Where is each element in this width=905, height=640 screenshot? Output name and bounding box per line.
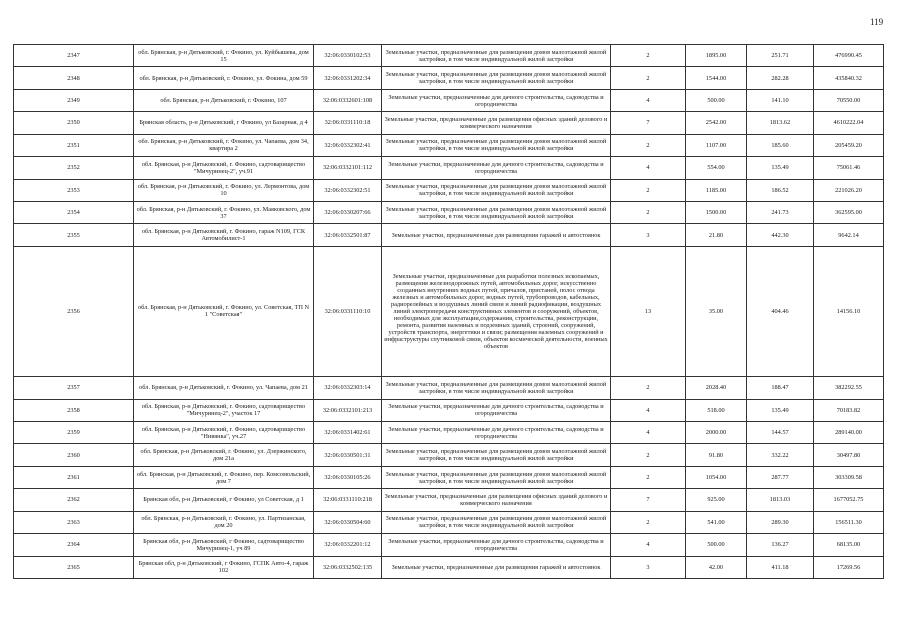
table-row: [14, 534, 884, 556]
address-cell: Брянская область, р-н Дятьковский, г Фокино, ул Базарная, д 4: [134, 112, 314, 134]
cadastral-value-cell: 303309.58: [814, 466, 884, 488]
land-use-cell: Земельные участки, предназначенные для дачного строительства, садоводства и огородничества: [382, 534, 611, 556]
land-use-cell: Земельные участки, предназначенные для размещения домов малоэтажной жилой застройки, в том числе индивидуальной жилой застройки: [382, 444, 611, 466]
row-number-cell: 2353: [14, 179, 134, 201]
area-cell: 1895.00: [686, 45, 747, 67]
address-cell: обл. Брянская, р-н Дятьковский, г. Фокино, ул. Фокина, дом 59: [134, 67, 314, 89]
area-cell: 2542.00: [686, 112, 747, 134]
group-cell: 3: [611, 556, 686, 578]
area-cell: 1544.00: [686, 67, 747, 89]
group-cell: 2: [611, 444, 686, 466]
land-use-cell: Земельные участки, предназначенные для размещения домов малоэтажной жилой застройки, в том числе индивидуальной жилой застройки: [382, 466, 611, 488]
cadastral-value-cell: 9642.14: [814, 224, 884, 246]
unit-value-cell: 287.77: [747, 466, 814, 488]
land-use-cell: Земельные участки, предназначенные для размещения гаражей и автостоянок: [382, 556, 611, 578]
cadastral-number-cell: 32:06:0330504:60: [314, 511, 382, 533]
row-number-cell: 2363: [14, 511, 134, 533]
group-cell: 2: [611, 179, 686, 201]
row-number-cell: 2347: [14, 45, 134, 67]
unit-value-cell: 411.18: [747, 556, 814, 578]
address-cell: обл. Брянская, р-н Дятьковский, г. Фокино, ул. Куйбышева, дом 15: [134, 45, 314, 67]
unit-value-cell: 282.28: [747, 67, 814, 89]
unit-value-cell: 135.49: [747, 157, 814, 179]
land-use-cell: Земельные участки, предназначенные для размещения домов малоэтажной жилой застройки, в том числе индивидуальной жилой застройки: [382, 201, 611, 223]
land-use-cell: Земельные участки, предназначенные для разработки полезных ископаемых, размещения железнодорожных путей, автомобильных дорог, искусственно созданных внутренних водных путей, причалов, пристаней, полос отвода железных и автомобильных дорог, водных путей, трубопроводов, кабельных, радиорелейных и воздушных линий связи и линий радиофикации, воздушных линий электропередачи конструктивных элементов и сооружений, объектов, необходимых для эксплуатации,содержания, строительства, реконструкции, ремонта, развития наземных и подземных зданий, строений, сооружений, устройств транспорта, энергетики и связи; размещения наземных сооружений и инфраструктуры спутниковой связи, объектов космической деятельности, военных объектов: [382, 246, 611, 376]
area-cell: 1107.00: [686, 134, 747, 156]
table-row: [14, 246, 884, 376]
table-body: [14, 45, 884, 579]
land-use-cell: Земельные участки, предназначенные для размещения домов малоэтажной жилой застройки, в том числе индивидуальной жилой застройки: [382, 45, 611, 67]
cadastral-number-cell: 32:06:0332302:51: [314, 179, 382, 201]
address-cell: обл. Брянская, р-н Дятьковский, г. Фокино, ул. Маяковского, дом 37: [134, 201, 314, 223]
cadastral-value-cell: 156511.30: [814, 511, 884, 533]
group-cell: 7: [611, 112, 686, 134]
cadastral-value-cell: 70183.82: [814, 399, 884, 421]
address-cell: обл. Брянская, р-н Дятьковский, г. Фокино, садтоварищество "Нивянка", уч.27: [134, 422, 314, 444]
cadastral-value-cell: 289140.00: [814, 422, 884, 444]
cadastral-number-cell: 32:06:0331110:10: [314, 246, 382, 376]
area-cell: 541.00: [686, 511, 747, 533]
row-number-cell: 2354: [14, 201, 134, 223]
area-cell: 21.80: [686, 224, 747, 246]
cadastral-value-cell: 1677052.75: [814, 489, 884, 511]
land-use-cell: Земельные участки, предназначенные для размещения офисных зданий делового и коммерческого назначения: [382, 489, 611, 511]
unit-value-cell: 185.60: [747, 134, 814, 156]
unit-value-cell: 1813.62: [747, 112, 814, 134]
table-row: [14, 179, 884, 201]
area-cell: 500.00: [686, 534, 747, 556]
land-use-cell: Земельные участки, предназначенные для размещения домов малоэтажной жилой застройки, в том числе индивидуальной жилой застройки: [382, 511, 611, 533]
group-cell: 4: [611, 534, 686, 556]
table-row: [14, 511, 884, 533]
group-cell: 3: [611, 224, 686, 246]
cadastral-number-cell: 32:06:0332303:14: [314, 377, 382, 399]
group-cell: 2: [611, 201, 686, 223]
address-cell: обл. Брянская, р-н Дятьковский, г. Фокино, ул. Чапаева, дом 21: [134, 377, 314, 399]
table-row: [14, 444, 884, 466]
cadastral-value-cell: 68135.00: [814, 534, 884, 556]
group-cell: 2: [611, 377, 686, 399]
cadastral-value-cell: 476990.45: [814, 45, 884, 67]
page-number: 119: [870, 17, 884, 27]
cadastral-number-cell: 32:06:0330501:31: [314, 444, 382, 466]
address-cell: обл. Брянская, р-н Дятьковский, г. Фокино, пер. Комсомольский, дом 7: [134, 466, 314, 488]
cadastral-value-cell: 14156.10: [814, 246, 884, 376]
address-cell: обл. Брянская, р-н Дятьковский, г. Фокино, ул. Лермонтова, дом 10: [134, 179, 314, 201]
row-number-cell: 2364: [14, 534, 134, 556]
table-row: [14, 224, 884, 246]
cadastral-value-cell: 205459.20: [814, 134, 884, 156]
cadastral-number-cell: 32:06:0332101:112: [314, 157, 382, 179]
unit-value-cell: 141.10: [747, 89, 814, 111]
land-use-cell: Земельные участки, предназначенные для дачного строительства, садоводства и огородничества: [382, 399, 611, 421]
table-row: [14, 422, 884, 444]
group-cell: 4: [611, 89, 686, 111]
cadastral-value-cell: 362595.00: [814, 201, 884, 223]
unit-value-cell: 404.46: [747, 246, 814, 376]
row-number-cell: 2349: [14, 89, 134, 111]
table-row: [14, 134, 884, 156]
unit-value-cell: 241.73: [747, 201, 814, 223]
cadastral-value-cell: 4610222.04: [814, 112, 884, 134]
table-row: [14, 399, 884, 421]
group-cell: 4: [611, 399, 686, 421]
unit-value-cell: 136.27: [747, 534, 814, 556]
cadastral-number-cell: 32:06:0330207:66: [314, 201, 382, 223]
cadastral-number-cell: 32:06:0332101:213: [314, 399, 382, 421]
cadastral-value-table: [13, 44, 884, 579]
group-cell: 2: [611, 511, 686, 533]
cadastral-number-cell: 32:06:0332502:135: [314, 556, 382, 578]
cadastral-number-cell: 32:06:0330105:26: [314, 466, 382, 488]
cadastral-number-cell: 32:06:0330102:53: [314, 45, 382, 67]
address-cell: обл. Брянская, р-н Дятьковский, г. Фокино, 107: [134, 89, 314, 111]
area-cell: 42.00: [686, 556, 747, 578]
address-cell: Брянская обл, р-н Дятьковский, г Фокино, ул Советская, д 1: [134, 489, 314, 511]
cadastral-number-cell: 32:06:0332501:87: [314, 224, 382, 246]
area-cell: 554.00: [686, 157, 747, 179]
land-use-cell: Земельные участки, предназначенные для размещения домов малоэтажной жилой застройки, в том числе индивидуальной жилой застройки: [382, 134, 611, 156]
area-cell: 2000.00: [686, 422, 747, 444]
group-cell: 2: [611, 134, 686, 156]
unit-value-cell: 442.30: [747, 224, 814, 246]
group-cell: 2: [611, 45, 686, 67]
row-number-cell: 2355: [14, 224, 134, 246]
address-cell: обл. Брянская, р-н Дятьковский, г. Фокино, садтоварищество "Мичуринец-2", уч.91: [134, 157, 314, 179]
cadastral-value-cell: 70550.00: [814, 89, 884, 111]
cadastral-number-cell: 32:06:0331110:18: [314, 112, 382, 134]
area-cell: 1054.00: [686, 466, 747, 488]
group-cell: 7: [611, 489, 686, 511]
address-cell: Брянская обл, р-н Дятьковский, г Фокино, ГСПК Авто-4, гараж 102: [134, 556, 314, 578]
cadastral-number-cell: 32:06:0331202:34: [314, 67, 382, 89]
row-number-cell: 2357: [14, 377, 134, 399]
cadastral-value-cell: 221026.20: [814, 179, 884, 201]
table-row: [14, 89, 884, 111]
group-cell: 4: [611, 422, 686, 444]
area-cell: 1500.00: [686, 201, 747, 223]
cadastral-number-cell: 32:06:0331402:61: [314, 422, 382, 444]
cadastral-value-cell: 17269.56: [814, 556, 884, 578]
address-cell: обл. Брянская, р-н Дятьковский, г. Фокино, ул. Советская, ТП N 1 "Советская": [134, 246, 314, 376]
land-use-cell: Земельные участки, предназначенные для размещения домов малоэтажной жилой застройки, в том числе индивидуальной жилой застройки: [382, 179, 611, 201]
land-use-cell: Земельные участки, предназначенные для размещения офисных зданий делового и коммерческого назначения: [382, 112, 611, 134]
cadastral-value-cell: 435840.32: [814, 67, 884, 89]
table-row: [14, 466, 884, 488]
row-number-cell: 2362: [14, 489, 134, 511]
address-cell: обл. Брянская, р-н Дятьковский, г. Фокино, ул. Дзержинского, дом 21а: [134, 444, 314, 466]
table-row: [14, 157, 884, 179]
row-number-cell: 2351: [14, 134, 134, 156]
table-row: [14, 377, 884, 399]
row-number-cell: 2348: [14, 67, 134, 89]
row-number-cell: 2352: [14, 157, 134, 179]
land-use-cell: Земельные участки, предназначенные для размещения домов малоэтажной жилой застройки, в том числе индивидуальной жилой застройки: [382, 67, 611, 89]
row-number-cell: 2358: [14, 399, 134, 421]
unit-value-cell: 1813.03: [747, 489, 814, 511]
land-use-cell: Земельные участки, предназначенные для размещения гаражей и автостоянок: [382, 224, 611, 246]
row-number-cell: 2360: [14, 444, 134, 466]
table-row: [14, 67, 884, 89]
land-use-cell: Земельные участки, предназначенные для дачного строительства, садоводства и огородничества: [382, 89, 611, 111]
address-cell: Брянская обл, р-н Дятьковский, г Фокино, садтоварищество Мичуринец-1, уч 89: [134, 534, 314, 556]
address-cell: обл. Брянская, р-н Дятьковский, г. Фокино, ул. Чапаева, дом 34, квартира 2: [134, 134, 314, 156]
unit-value-cell: 186.52: [747, 179, 814, 201]
cadastral-number-cell: 32:06:0331110:218: [314, 489, 382, 511]
table-row: [14, 112, 884, 134]
table-row: [14, 489, 884, 511]
cadastral-value-cell: 75061.46: [814, 157, 884, 179]
land-use-cell: Земельные участки, предназначенные для дачного строительства, садоводства и огородничества: [382, 422, 611, 444]
unit-value-cell: 251.71: [747, 45, 814, 67]
group-cell: 2: [611, 466, 686, 488]
area-cell: 91.80: [686, 444, 747, 466]
unit-value-cell: 332.22: [747, 444, 814, 466]
table-row: [14, 201, 884, 223]
group-cell: 13: [611, 246, 686, 376]
table-row: [14, 556, 884, 578]
row-number-cell: 2356: [14, 246, 134, 376]
cadastral-value-cell: 30497.80: [814, 444, 884, 466]
area-cell: 2028.40: [686, 377, 747, 399]
row-number-cell: 2350: [14, 112, 134, 134]
group-cell: 2: [611, 67, 686, 89]
address-cell: обл. Брянская, р-н Дятьковский, г. Фокино, ул. Партизанская, дом 20: [134, 511, 314, 533]
area-cell: 1185.00: [686, 179, 747, 201]
area-cell: 35.00: [686, 246, 747, 376]
land-use-cell: Земельные участки, предназначенные для размещения домов малоэтажной жилой застройки, в том числе индивидуальной жилой застройки: [382, 377, 611, 399]
row-number-cell: 2359: [14, 422, 134, 444]
cadastral-number-cell: 32:06:0332302:41: [314, 134, 382, 156]
area-cell: 500.00: [686, 89, 747, 111]
address-cell: обл. Брянская, р-н Дятьковский, г. Фокино, садтоварищество "Мичуринец-2", участок 17: [134, 399, 314, 421]
unit-value-cell: 289.30: [747, 511, 814, 533]
land-use-cell: Земельные участки, предназначенные для дачного строительства, садоводства и огородничества: [382, 157, 611, 179]
table-row: [14, 45, 884, 67]
cadastral-number-cell: 32:06:0332601:108: [314, 89, 382, 111]
unit-value-cell: 188.47: [747, 377, 814, 399]
unit-value-cell: 135.49: [747, 399, 814, 421]
area-cell: 925.00: [686, 489, 747, 511]
row-number-cell: 2365: [14, 556, 134, 578]
row-number-cell: 2361: [14, 466, 134, 488]
cadastral-value-cell: 382292.55: [814, 377, 884, 399]
unit-value-cell: 144.57: [747, 422, 814, 444]
cadastral-number-cell: 32:06:0332201:12: [314, 534, 382, 556]
address-cell: обл. Брянская, р-н Дятьковский, г. Фокино, гараж N109, ГСК Автомобилист-1: [134, 224, 314, 246]
area-cell: 518.00: [686, 399, 747, 421]
group-cell: 4: [611, 157, 686, 179]
